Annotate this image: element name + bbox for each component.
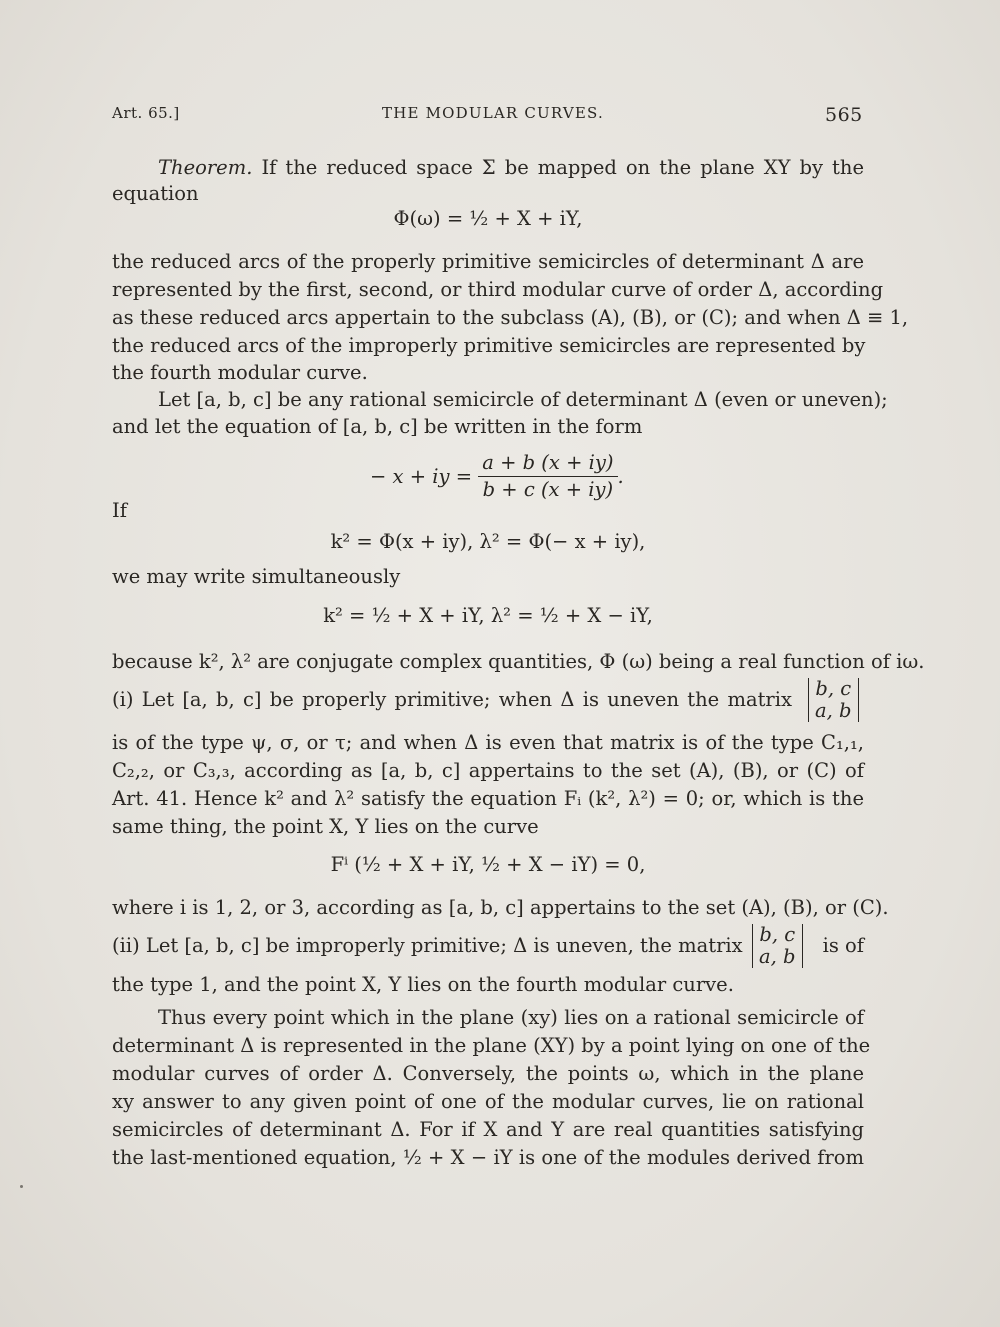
- para1-line-1: Let [a, b, c] be any rational semicircle of determinant Δ (even or uneven);: [158, 388, 888, 411]
- theorem-label: Theorem.: [158, 156, 253, 179]
- para2-line-5: semicircles of determinant Δ. For if X and Y are real quantities satisfying: [112, 1118, 864, 1141]
- para2-line-3: modular curves of order Δ. Conversely, the points ω, which in the plane: [112, 1062, 864, 1085]
- matrix-case-ii: b, c a, b: [752, 924, 803, 968]
- equation-semicircle-fraction: [478, 450, 617, 503]
- theorem-line-4: represented by the first, second, or third modular curve of order Δ, according: [112, 278, 884, 301]
- case-i-line-2: is of the type ψ, σ, or τ; and when Δ is even that matrix is of the type C₁,₁,: [112, 731, 864, 754]
- equation-k-lambda-x-y: k² = ½ + X + iY, λ² = ½ + X − iY,: [323, 604, 653, 627]
- equation-phi-omega: Φ(ω) = ½ + X + iY,: [393, 207, 583, 230]
- case-ii-line-2: the type 1, and the point X, Y lies on the fourth modular curve.: [112, 973, 734, 996]
- theorem-line-3: the reduced arcs of the properly primitive semicircles of determinant Δ are: [112, 250, 864, 273]
- equation-semicircle-numerator: a + b (x + iy): [478, 450, 617, 477]
- theorem-line-2: equation: [112, 182, 199, 205]
- theorem-line-6: the reduced arcs of the improperly primitive semicircles are represented by: [112, 334, 866, 357]
- equation-k-lambda-phi: k² = Φ(x + iy), λ² = Φ(− x + iy),: [330, 530, 646, 553]
- case-i-line-4: Art. 41. Hence k² and λ² satisfy the equation Fᵢ (k², λ²) = 0; or, which is the: [112, 787, 864, 810]
- para2-line-1: Thus every point which in the plane (xy) lies on a rational semicircle of: [158, 1006, 864, 1029]
- para1-line-4: because k², λ² are conjugate complex quantities, Φ (ω) being a real function of iω.: [112, 650, 925, 673]
- para1-if: If: [112, 499, 127, 522]
- matrix-case-i: b, c a, b: [808, 678, 859, 722]
- case-i-line-6: where i is 1, 2, or 3, according as [a, b, c] appertains to the set (A), (B), or (C).: [112, 896, 889, 919]
- equation-semicircle-denominator: b + c (x + iy): [482, 478, 614, 501]
- theorem-line-5: as these reduced arcs appertain to the subclass (A), (B), or (C); and when Δ ≡ 1,: [112, 306, 909, 329]
- case-i-line-3: C₂,₂, or C₃,₃, according as [a, b, c] appertains to the set (A), (B), or (C) of: [112, 759, 864, 782]
- case-ii-line-1: (ii) Let [a, b, c] be improperly primitive; Δ is uneven, the matrix b, c a, b is of: [112, 923, 864, 968]
- header-title: THE MODULAR CURVES.: [382, 104, 604, 122]
- header-article-ref: Art. 65.]: [112, 104, 180, 122]
- para2-line-2: determinant Δ is represented in the plane (XY) by a point lying on one of the: [112, 1034, 871, 1057]
- para2-line-4: xy answer to any given point of one of the modular curves, lie on rational: [112, 1090, 864, 1113]
- paper-speck: [20, 1185, 23, 1188]
- case-i-line-5: same thing, the point X, Y lies on the curve: [112, 815, 539, 838]
- equation-curve-fi: Fⁱ (½ + X + iY, ½ + X − iY) = 0,: [330, 853, 646, 876]
- para1-line-2: and let the equation of [a, b, c] be written in the form: [112, 415, 643, 438]
- equation-semicircle: − x + iy = $\frac{a + b (x + iy)}{b + c (x + iy)}$ .: [370, 451, 624, 501]
- header-page-number: 565: [825, 104, 863, 126]
- theorem-line-1: Theorem. If the reduced space Σ be mapped on the plane XY by the: [158, 156, 864, 179]
- equation-semicircle-lhs: − x + iy =: [370, 465, 473, 488]
- case-i-line-1: (i) Let [a, b, c] be properly primitive; when Δ is uneven the matrix b, c a, b: [112, 676, 864, 724]
- para2-line-6: the last-mentioned equation, ½ + X − iY is one of the modules derived from: [112, 1146, 864, 1169]
- theorem-line-7: the fourth modular curve.: [112, 361, 368, 384]
- para1-line-3: we may write simultaneously: [112, 565, 401, 588]
